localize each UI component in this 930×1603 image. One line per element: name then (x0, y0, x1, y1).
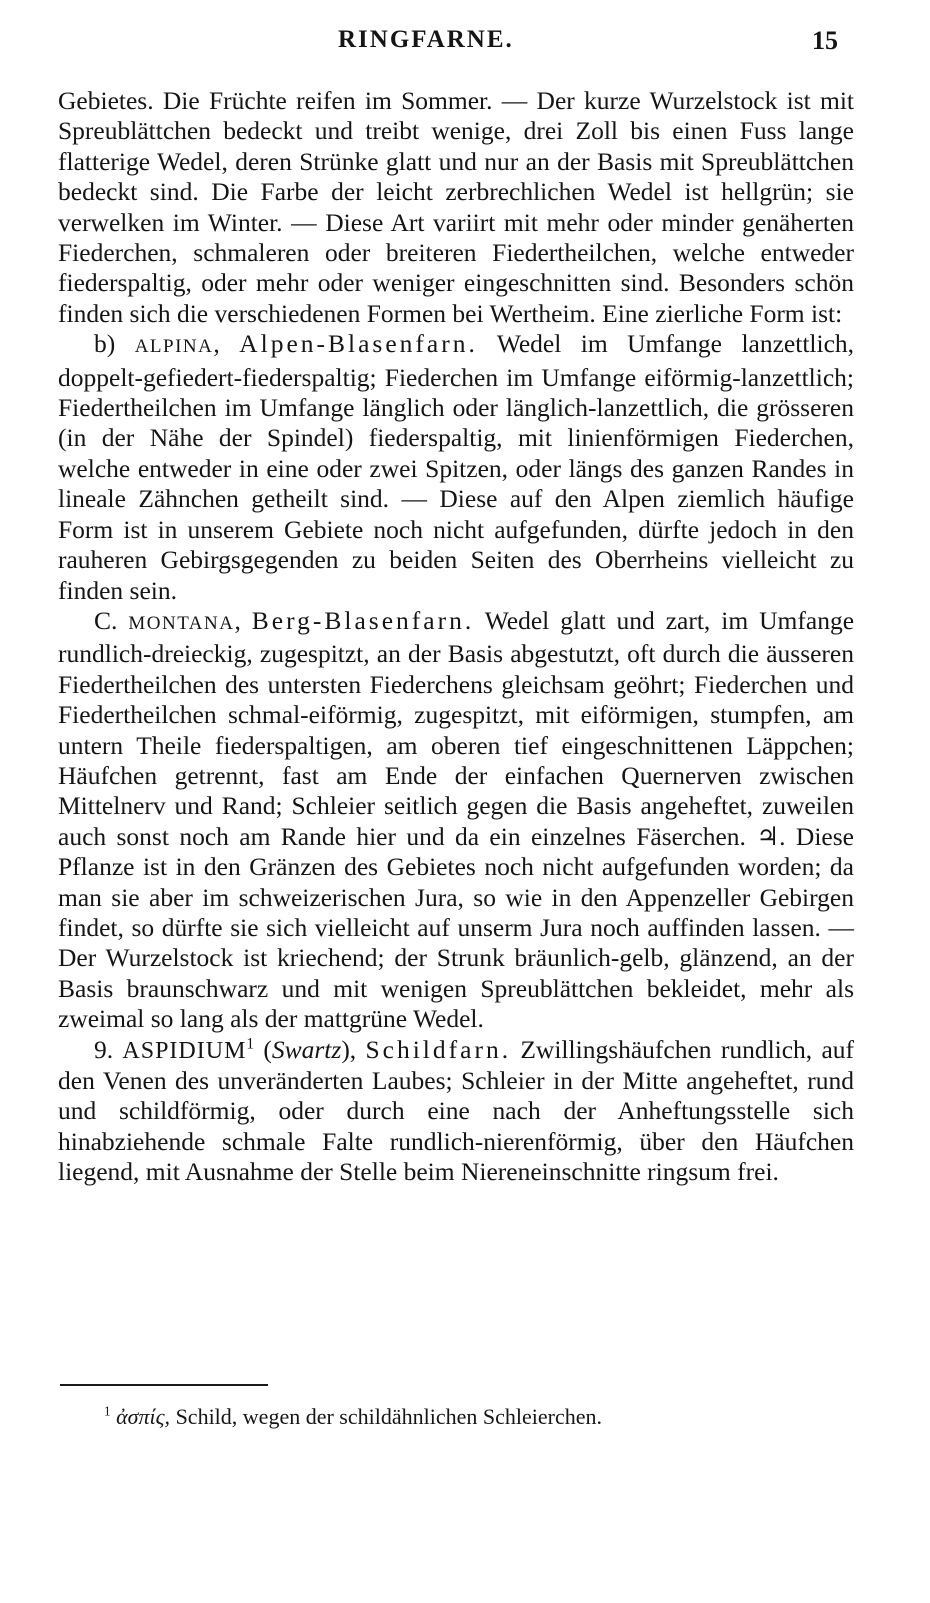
page-number: 15 (812, 26, 838, 55)
paragraph-continuation: Gebietes. Die Früchte reifen im Sommer. — Der kurze Wurzelstock ist mit Spreublättchen bedeckt und treibt wenige, drei Zoll bis einen Fuss lange flatterige Wedel, deren Strünke glatt und nur an der Basis mit Spreublättchen bedeckt sind. Die Farbe der leicht zerbrechlichen Wedel ist hellgrün; sie verwelken im Winter. — Diese Art variirt mit mehr oder minder genäherten Fiederchen, schmaleren oder breiteren Fiedertheilchen, welche entweder fiederspaltig, oder mehr oder weniger eingeschnitten sind. Besonders schön finden sich die verschiedenen Formen bei Wertheim. Eine zierliche Form ist: (58, 86, 854, 328)
genus-name: ASPIDIUM (122, 1037, 247, 1064)
genus-common-name: Schildfarn. (365, 1034, 512, 1064)
genus-author: Swartz (271, 1034, 342, 1064)
running-title: RINGFARNE. (338, 26, 514, 53)
footnote-divider (60, 1384, 268, 1386)
footnote-reference: 1 (246, 1035, 255, 1053)
footnote-number: 1 (104, 1403, 111, 1419)
footnote-greek-word: ἀσπίς, (116, 1404, 171, 1429)
genus-description: Zwillingshäufchen rundlich, auf den Venen des unveränderten Laubes; Schleier in der Mitte angeheftet, rund und schildförmig, oder durch eine nach der Anheftungsstelle sich hinabziehende schmale Falte rundlich-nierenförmig, über den Häufchen liegend, mit Ausnahme der Stelle beim Niereneinschnitte ringsum frei. (58, 1034, 855, 1187)
paragraph-variety-alpina (58, 329, 854, 606)
variety-description: Wedel im Umfange lanzettlich, doppelt-gefiedert-fiederspaltig; Fiederchen im Umfange eiförmig-lanzettlich; Fiedertheilchen im Umfange länglich oder länglich-lanzettlich, die grösseren (in der Nähe der Spindel) fiederspaltig, mit linienförmigen Fiederchen, welche entweder in eine oder zwei Spitzen, oder längs des ganzen Randes in lineale Zähnchen getheilt sind. — Diese auf den Alpen ziemlich häufige Form ist in unserem Gebiete noch nicht aufgefunden, dürfte jedoch in den rauheren Gebirgsgegenden zu beiden Seiten des Oberrheins vielleicht zu finden sein. (58, 329, 855, 605)
author-close: ), (341, 1034, 357, 1064)
genus-marker: 9. (94, 1034, 114, 1064)
variety-name: ALPINA (134, 336, 214, 358)
species-marker: C. (94, 605, 118, 635)
footnote (104, 1403, 804, 1431)
variety-separator: , (213, 329, 220, 359)
paragraph-species-montana (58, 606, 854, 1035)
species-name: MONTANA (128, 612, 235, 634)
species-separator: , (234, 605, 241, 635)
footnote-text: Schild, wegen der schildähnlichen Schleierchen. (175, 1404, 602, 1429)
variety-common-name: Alpen-Blasenfarn. (239, 329, 478, 359)
species-description: Wedel glatt und zart, im Umfange rundlich-dreieckig, zugespitzt, an der Basis abgestutzt, oft durch die äusseren Fiedertheilchen des untersten Fiederchens gleichsam geöhrt; Fiederchen und Fiedertheilchen schmal-eiförmig, zugespitzt, mit eiförmigen, stumpfen, am untern Theile fiederspaltigen, am oberen tief eingeschnittenen Läppchen; Häufchen getrennt, fast am Ende der einfachen Quernerven zwischen Mittelnerv und Rand; Schleier seitlich gegen die Basis angeheftet, zuweilen auch sonst noch am Rande hier und da ein einzelnes Fäserchen. ♃. Diese Pflanze ist in den Gränzen des Gebietes noch nicht aufgefunden worden; da man sie aber im schweizerischen Jura, so wie in den Appenzeller Gebirgen findet, so dürfte sie sich vielleicht auf unserm Jura noch auffinden lassen. — Der Wurzelstock ist kriechend; der Strunk bräunlich-gelb, glänzend, an der Basis braunschwarz und mit wenigen Spreublättchen bekleidet, mehr als zweimal so lang als der mattgrüne Wedel. (58, 605, 855, 1034)
author-open: ( (263, 1034, 272, 1064)
variety-marker: b) (94, 329, 116, 359)
body-text (58, 86, 854, 1188)
paragraph-genus-aspidium (58, 1035, 854, 1188)
species-common-name: Berg-Blasenfarn. (251, 605, 475, 635)
running-head (0, 26, 930, 66)
